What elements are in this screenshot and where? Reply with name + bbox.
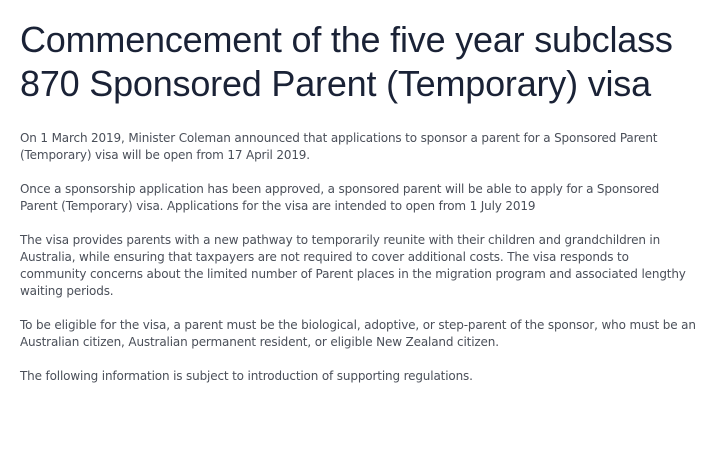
page-title: Commencement of the five year subclass 870 Sponsored Parent (Temporary) visa bbox=[20, 19, 673, 104]
paragraph-eligibility: To be eligible for the visa, a parent must be the biological, adoptive, or step-parent of the sponsor, who must be an Australian citizen, Australian permanent resident, or eligible New Zealand citizen. bbox=[20, 318, 696, 349]
paragraph-disclaimer: The following information is subject to introduction of supporting regulations. bbox=[20, 369, 473, 383]
paragraph-application: Once a sponsorship application has been approved, a sponsored parent will be able to apply for a Sponsored Parent (Temporary) visa. Applications for the visa are intended to open from 1 July 2019 bbox=[20, 182, 660, 213]
article bbox=[20, 18, 696, 402]
paragraph-announcement: On 1 March 2019, Minister Coleman announced that applications to sponsor a parent for a Sponsored Parent (Temporary) visa will be open from 17 April 2019. bbox=[20, 131, 658, 162]
paragraph-visa-purpose: The visa provides parents with a new pathway to temporarily reunite with their children and grandchildren in Australia, while ensuring that taxpayers are not required to cover additional costs. The visa responds to community concerns about the limited number of Parent places in the migration program and associated lengthy waiting periods. bbox=[20, 233, 686, 298]
